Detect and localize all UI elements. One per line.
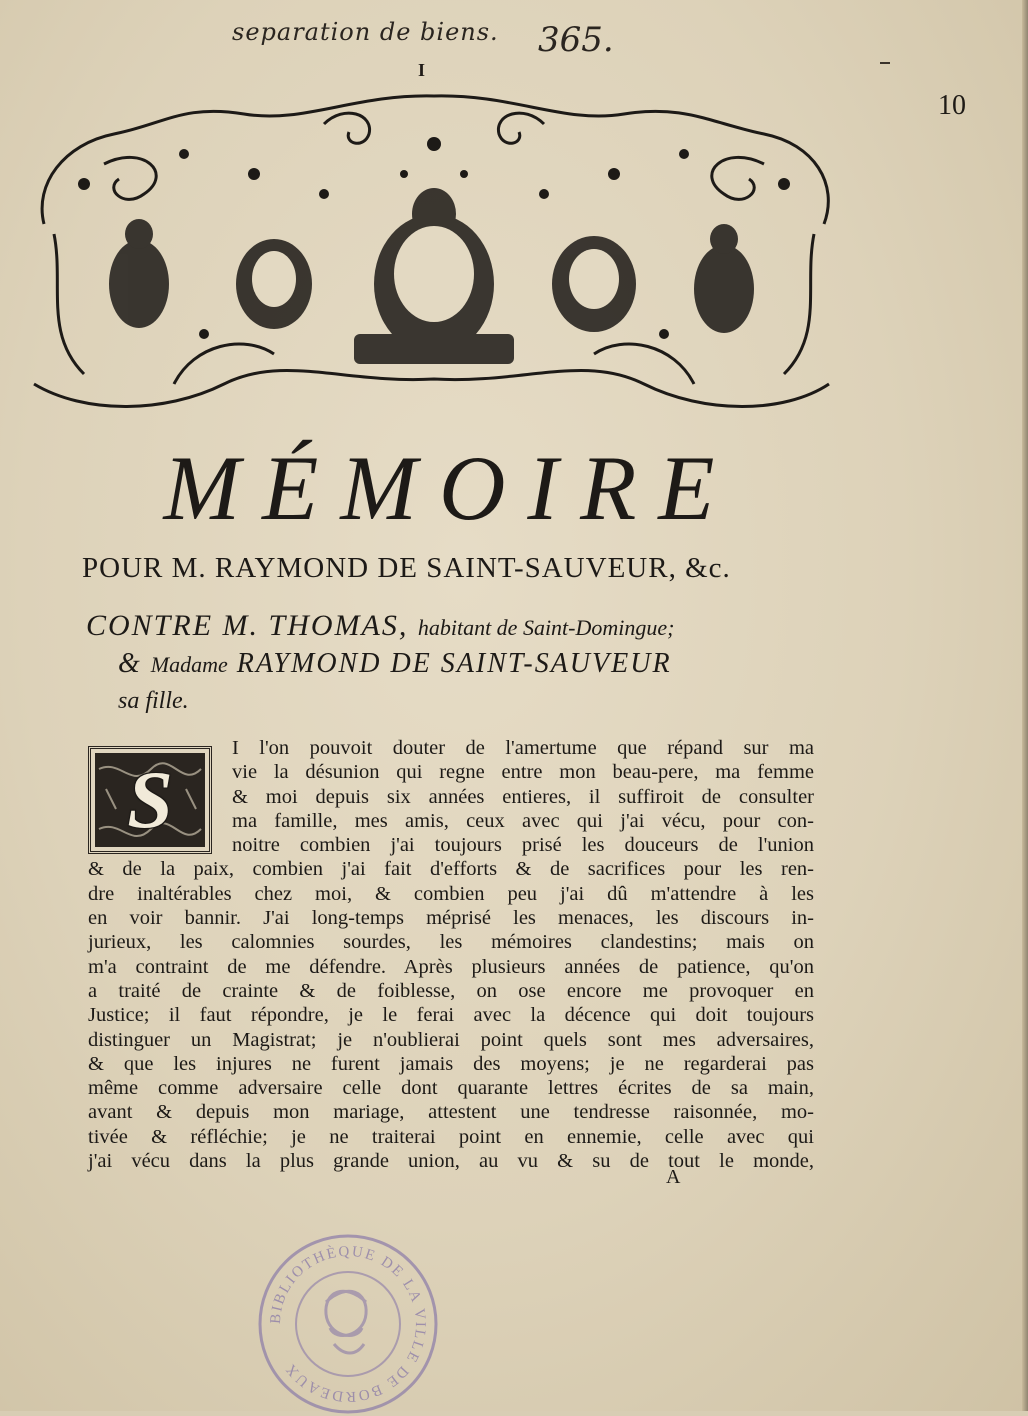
contre-amp: &: [118, 648, 142, 679]
signature-mark: I: [418, 60, 426, 80]
contre-line-2: [86, 646, 806, 683]
body-line: vie la désunion qui regne entre mon beau-pere, ma femme: [232, 761, 814, 784]
body-line: même comme adversaire celle dont quarante lettres écrites de sa main,: [88, 1077, 814, 1100]
contre-caps: CONTRE M. THOMAS,: [86, 609, 409, 642]
document-title: MÉMOIRE: [163, 437, 737, 539]
body-line: j'ai vécu dans la plus grande union, au vu & su de tout le monde,: [88, 1150, 814, 1173]
page-edge: [1022, 0, 1028, 1411]
body-line: & moi depuis six années entieres, il suffiroit de consulter: [232, 785, 814, 808]
page-number: 10: [938, 90, 966, 121]
drop-cap-letter: S: [127, 754, 173, 845]
body-line: a traité de crainte & de foiblesse, on ose encore me provoquer en: [88, 979, 814, 1002]
body-line: dre inaltérables chez moi, & combien peu j'ai dû m'attendre à les: [88, 882, 814, 905]
body-line: Justice; il faut répondre, je le ferai avec la décence qui doit toujours: [88, 1004, 814, 1027]
body-text: [88, 736, 814, 1173]
body-line: distinguer un Magistrat; je n'oublierai point quels sont mes adversaires,: [88, 1028, 814, 1051]
contre-line-3: sa fille.: [118, 688, 189, 714]
body-line: & que les injures ne furent jamais des moyens; je ne regarderai pas: [88, 1052, 814, 1075]
margin-dash: [880, 62, 890, 64]
contre-line-1: [86, 608, 806, 646]
body-line: I l'on pouvoit douter de l'amertume que répand sur ma: [232, 737, 814, 759]
signature-a: A: [666, 1166, 681, 1188]
stamp-text: BIBLIOTHÈQUE DE LA VILLE DE BORDEAUX: [267, 1243, 429, 1405]
contre-madame: Madame: [150, 652, 228, 677]
body-line: en voir bannir. J'ai long-temps méprisé les menaces, les discours in-: [88, 907, 814, 930]
svg-text:BIBLIOTHÈQUE DE LA VILLE DE BO: [268, 1244, 428, 1404]
ornamental-headpiece: [24, 84, 842, 414]
pour-line: POUR M. RAYMOND DE SAINT-SAUVEUR, &c.: [82, 552, 731, 584]
contre-small: habitant de Saint-Domingue;: [417, 615, 675, 640]
body-line: ma famille, mes amis, ceux avec qui j'ai vécu, pour con-: [232, 809, 814, 832]
body-line: & de la paix, combien j'ai fait d'efforts & de sacrifices pour les ren-: [88, 858, 814, 881]
body-line: m'a contraint de me défendre. Après plusieurs années de patience, qu'on: [88, 955, 814, 978]
contre-block: [86, 608, 806, 719]
handwritten-note: separation de biens.: [232, 18, 499, 46]
library-stamp: [256, 1232, 440, 1416]
contre-name: RAYMOND DE SAINT-SAUVEUR: [236, 648, 672, 679]
body-line: tivée & réfléchie; je ne traiterai point en ennemie, celle avec qui: [88, 1125, 814, 1148]
handwritten-number: 365.: [538, 20, 614, 60]
body-line: noitre combien j'ai toujours prisé les douceurs de l'union: [232, 834, 814, 857]
body-line: avant & depuis mon mariage, attestent une tendresse raisonnée, mo-: [88, 1101, 814, 1124]
body-line: jurieux, les calomnies sourdes, les mémoires clandestins; mais on: [88, 931, 814, 954]
